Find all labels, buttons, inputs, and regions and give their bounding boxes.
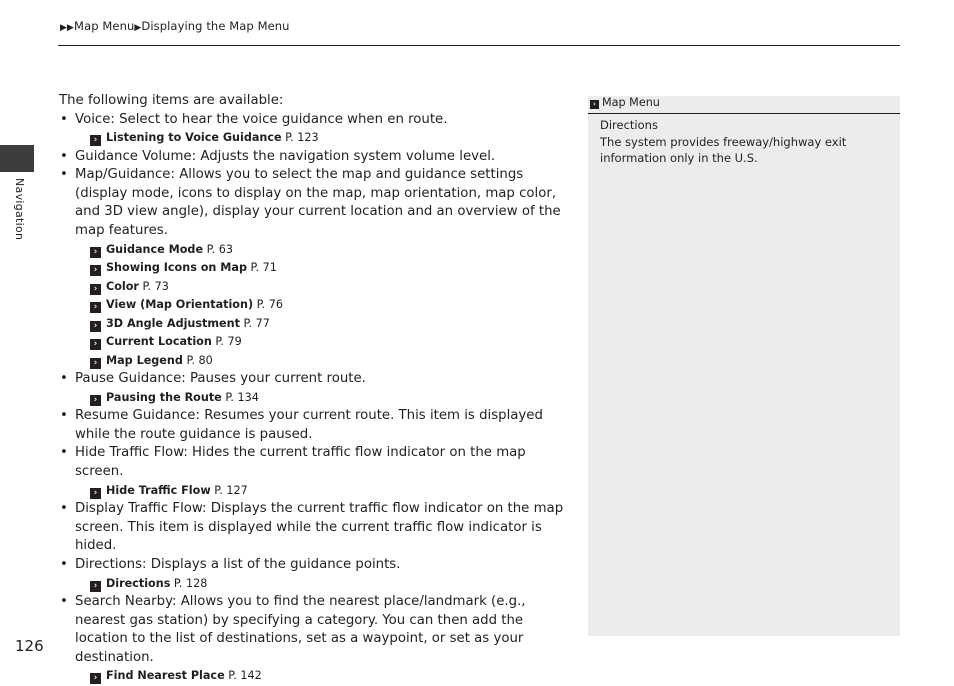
item-desc: : Displays the current traffic flow indicator on the map screen. This item is displayed while the current traffic flow indicator is hided. <box>75 501 564 554</box>
sidebar-body <box>588 114 900 167</box>
breadcrumb-part-1[interactable]: Map Menu <box>74 19 135 33</box>
reference-page[interactable]: P. 73 <box>142 279 169 293</box>
cross-reference[interactable] <box>59 389 571 408</box>
reference-arrow-icon: › <box>90 488 101 499</box>
item-term: Display Traffic Flow <box>75 501 203 517</box>
reference-page[interactable]: P. 77 <box>243 316 270 330</box>
list-item <box>59 111 571 130</box>
bullet-icon: • <box>60 408 68 424</box>
sidebar-text: The system provides freeway/highway exit information only in the U.S. <box>600 134 847 165</box>
reference-title[interactable]: Color <box>106 279 139 293</box>
reference-page[interactable]: P. 80 <box>186 353 213 367</box>
bullet-icon: • <box>60 556 68 572</box>
reference-arrow-icon: › <box>90 265 101 276</box>
cross-reference[interactable] <box>59 333 571 352</box>
reference-page[interactable]: P. 128 <box>173 576 208 590</box>
reference-title[interactable]: Pausing the Route <box>106 390 222 404</box>
list-item <box>59 148 571 167</box>
cross-reference[interactable] <box>59 259 571 278</box>
reference-arrow-icon: › <box>90 302 101 313</box>
item-term: Directions <box>75 556 142 572</box>
reference-arrow-icon: › <box>90 247 101 258</box>
reference-page[interactable]: P. 71 <box>250 261 277 275</box>
list-item <box>59 166 571 240</box>
item-desc: : Resumes your current route. This item is displayed while the route guidance is paused. <box>75 408 543 442</box>
reference-arrow-icon: › <box>90 581 101 592</box>
reference-title[interactable]: Find Nearest Place <box>106 669 225 683</box>
reference-title[interactable]: Showing Icons on Map <box>106 261 247 275</box>
reference-arrow-icon: › <box>90 673 101 684</box>
item-desc: : Allows you to find the nearest place/landmark (e.g., nearest gas station) by specifying a category. You can then add the location to the list of destinations, set as a waypoint, or set as your destination. <box>75 594 526 665</box>
bullet-icon: • <box>60 594 68 609</box>
item-term: Voice <box>75 111 111 127</box>
reference-arrow-icon: › <box>90 395 101 406</box>
item-desc: : Hides the current traffic flow indicator on the map screen. <box>75 445 526 480</box>
item-term: Resume Guidance <box>75 408 196 424</box>
reference-page[interactable]: P. 142 <box>228 669 262 683</box>
reference-arrow-icon: › <box>90 358 101 369</box>
list-item <box>59 556 571 575</box>
reference-page[interactable]: P. 123 <box>285 131 319 145</box>
list-item <box>59 500 571 556</box>
bullet-icon: • <box>60 167 68 183</box>
reference-title[interactable]: Current Location <box>106 335 212 349</box>
item-desc: : Select to hear the voice guidance when en route. <box>110 111 448 127</box>
double-arrow-icon: ▶▶ <box>60 23 75 33</box>
item-list <box>59 111 571 686</box>
item-term: Guidance Volume <box>75 148 192 164</box>
cross-reference[interactable] <box>59 241 571 260</box>
sidebar-heading-text: Map Menu <box>602 96 660 109</box>
reference-title[interactable]: Listening to Voice Guidance <box>106 131 282 145</box>
item-desc: : Displays a list of the guidance points. <box>142 556 401 572</box>
item-desc: : Adjusts the navigation system volume level. <box>191 148 496 164</box>
sidebar-panel <box>588 96 900 636</box>
reference-page[interactable]: P. 63 <box>206 242 233 256</box>
reference-page[interactable]: P. 134 <box>225 390 259 404</box>
reference-title[interactable]: Hide Traffic Flow <box>106 483 211 497</box>
reference-arrow-icon: › <box>90 135 101 146</box>
item-term: Pause Guidance <box>75 371 182 387</box>
list-item <box>59 370 571 389</box>
bullet-icon: • <box>60 501 68 517</box>
header-rule <box>58 45 900 46</box>
item-desc: : Allows you to select the map and guidance settings (display mode, icons to display on the map, map orientation, map color, and 3D view angle), display your current location and an overview of the map features. <box>75 167 561 239</box>
sidebar-heading <box>588 96 900 113</box>
section-tab-label: Navigation <box>13 178 26 241</box>
list-item <box>59 444 571 481</box>
item-term: Hide Traffic Flow <box>75 445 184 461</box>
reference-title[interactable]: Guidance Mode <box>106 242 204 256</box>
reference-title[interactable]: Map Legend <box>106 353 183 367</box>
cross-reference[interactable] <box>59 315 571 334</box>
bullet-icon: • <box>60 111 68 127</box>
cross-reference[interactable] <box>59 278 571 297</box>
bullet-icon: • <box>60 148 68 164</box>
reference-arrow-icon: › <box>590 100 599 109</box>
item-desc: : Pauses your current route. <box>181 371 366 387</box>
bullet-icon: • <box>60 445 68 461</box>
breadcrumb-part-2[interactable]: Displaying the Map Menu <box>141 19 290 33</box>
cross-reference[interactable] <box>59 352 571 371</box>
cross-reference[interactable] <box>59 296 571 315</box>
reference-page[interactable]: P. 76 <box>256 298 283 312</box>
reference-title[interactable]: 3D Angle Adjustment <box>106 316 240 330</box>
reference-page[interactable]: P. 127 <box>214 483 248 497</box>
cross-reference[interactable] <box>59 667 571 686</box>
item-term: Map/Guidance <box>75 167 171 183</box>
list-item <box>59 407 571 444</box>
item-term: Search Nearby <box>75 594 172 609</box>
arrow-icon: ▶ <box>134 23 142 33</box>
main-content <box>59 92 571 686</box>
cross-reference[interactable] <box>59 482 571 501</box>
reference-page[interactable]: P. 79 <box>215 335 242 349</box>
reference-arrow-icon: › <box>90 321 101 332</box>
bullet-icon: • <box>60 371 68 387</box>
sidebar-subheading: Directions <box>600 118 658 132</box>
reference-arrow-icon: › <box>90 339 101 350</box>
reference-title[interactable]: Directions <box>106 576 171 590</box>
list-item <box>59 593 571 667</box>
section-tab <box>0 145 34 172</box>
page-number: 126 <box>15 637 44 655</box>
cross-reference[interactable] <box>59 129 571 148</box>
reference-arrow-icon: › <box>90 284 101 295</box>
cross-reference[interactable] <box>59 575 571 594</box>
breadcrumb <box>60 19 290 33</box>
intro-text: The following items are available: <box>59 93 284 108</box>
reference-title[interactable]: View (Map Orientation) <box>106 298 254 312</box>
